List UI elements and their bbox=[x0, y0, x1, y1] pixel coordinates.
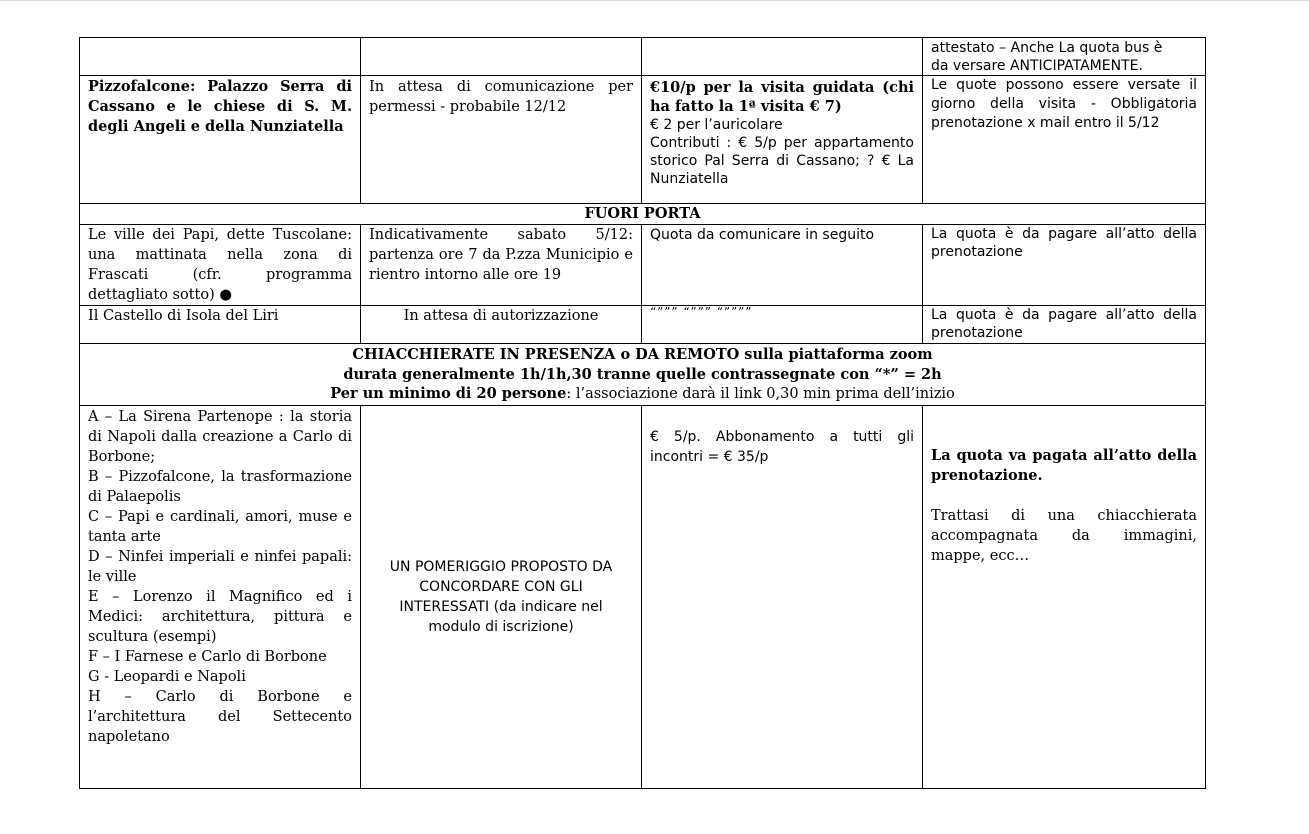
cell bbox=[361, 38, 642, 76]
event-date: Indicativamente sabato 5/12: partenza ore 7 da P.zza Municipio e rientro intorno alle ore 19 bbox=[361, 225, 642, 306]
event-payment bbox=[923, 405, 1206, 788]
price-line: € 2 per l’auricolare bbox=[650, 117, 783, 133]
topic-item: B – Pizzofalcone, la trasformazione di Palaepolis bbox=[88, 468, 352, 505]
cell bbox=[80, 38, 361, 76]
event-price: “””” “””” “”””” bbox=[642, 306, 923, 344]
link-note: : l’associazione darà il link 0,30 min prima dell’inizio bbox=[566, 386, 955, 402]
table-row bbox=[80, 225, 1206, 306]
event-date: In attesa di autorizzazione bbox=[361, 306, 642, 344]
min-persons: Per un minimo di 20 persone bbox=[330, 385, 567, 402]
table-row bbox=[80, 76, 1206, 204]
events-table bbox=[79, 37, 1206, 789]
topic-item: F – I Farnese e Carlo di Borbone bbox=[88, 648, 327, 665]
price-bold: €10/p per la visita guidata (chi ha fatto la 1ª visita € 7) bbox=[650, 79, 914, 115]
note-line: attestato – Anche La quota bus è bbox=[931, 40, 1163, 56]
spacer bbox=[931, 486, 1197, 506]
section-line: CHIACCHIERATE IN PRESENZA o DA REMOTO sulla piattaforma zoom bbox=[352, 346, 933, 363]
event-price bbox=[642, 76, 923, 204]
topics-list bbox=[80, 405, 361, 788]
section-header-row bbox=[80, 344, 1206, 406]
section-header-row bbox=[80, 204, 1206, 225]
topic-item: C – Papi e cardinali, amori, muse e tanta arte bbox=[88, 508, 352, 545]
event-title: Le ville dei Papi, dette Tuscolane: una mattinata nella zona di Frascati (cfr. programma dettagliato sotto) ● bbox=[80, 225, 361, 306]
cell bbox=[642, 38, 923, 76]
section-fuori-porta: FUORI PORTA bbox=[80, 204, 1206, 225]
table-row bbox=[80, 306, 1206, 344]
topic-item: G - Leopardi e Napoli bbox=[88, 668, 246, 685]
top-border-line bbox=[0, 0, 1309, 1]
payment-bold: La quota va pagata all’atto della prenotazione. bbox=[931, 446, 1197, 484]
section-line: durata generalmente 1h/1h,30 tranne quelle contrassegnate con “*” = 2h bbox=[343, 365, 942, 383]
event-title: Il Castello di Isola del Liri bbox=[80, 306, 361, 344]
cell-note bbox=[923, 38, 1206, 76]
event-date: In attesa di comunicazione per permessi - probabile 12/12 bbox=[361, 76, 642, 204]
note-line: da versare ANTICIPATAMENTE. bbox=[931, 58, 1143, 74]
topic-item: E – Lorenzo il Magnifico ed i Medici: architettura, pittura e scultura (esempi) bbox=[88, 588, 352, 645]
price-line: Contributi : € 5/p per appartamento storico Pal Serra di Cassano; ? € La Nunziatella bbox=[650, 135, 914, 187]
topic-item: D – Ninfei imperiali e ninfei papali: le ville bbox=[88, 548, 352, 585]
event-payment: Le quote possono essere versate il giorno della visita - Obbligatoria prenotazione x mail entro il 5/12 bbox=[923, 76, 1206, 204]
section-line bbox=[88, 384, 1197, 405]
topic-item: H – Carlo di Borbone e l’architettura del Settecento napoletano bbox=[88, 688, 352, 745]
topic-item: A – La Sirena Partenope : la storia di Napoli dalla creazione a Carlo di Borbone; bbox=[88, 408, 352, 465]
event-title: Pizzofalcone: Palazzo Serra di Cassano e le chiese di S. M. degli Angeli e della Nunziatella bbox=[80, 76, 361, 204]
event-price: Quota da comunicare in seguito bbox=[642, 225, 923, 306]
event-payment: La quota è da pagare all’atto della prenotazione bbox=[923, 225, 1206, 306]
event-payment: La quota è da pagare all’atto della prenotazione bbox=[923, 306, 1206, 344]
payment-text: Trattasi di una chiacchierata accompagnata da immagini, mappe, ecc… bbox=[931, 507, 1197, 564]
event-price: € 5/p. Abbonamento a tutti gli incontri = € 35/p bbox=[642, 405, 923, 788]
event-date: UN POMERIGGIO PROPOSTO DA CONCORDARE CON GLI INTERESSATI (da indicare nel modulo di iscrizione) bbox=[361, 405, 642, 788]
table-row bbox=[80, 38, 1206, 76]
section-chiacchierate bbox=[80, 344, 1206, 406]
table-row bbox=[80, 405, 1206, 788]
